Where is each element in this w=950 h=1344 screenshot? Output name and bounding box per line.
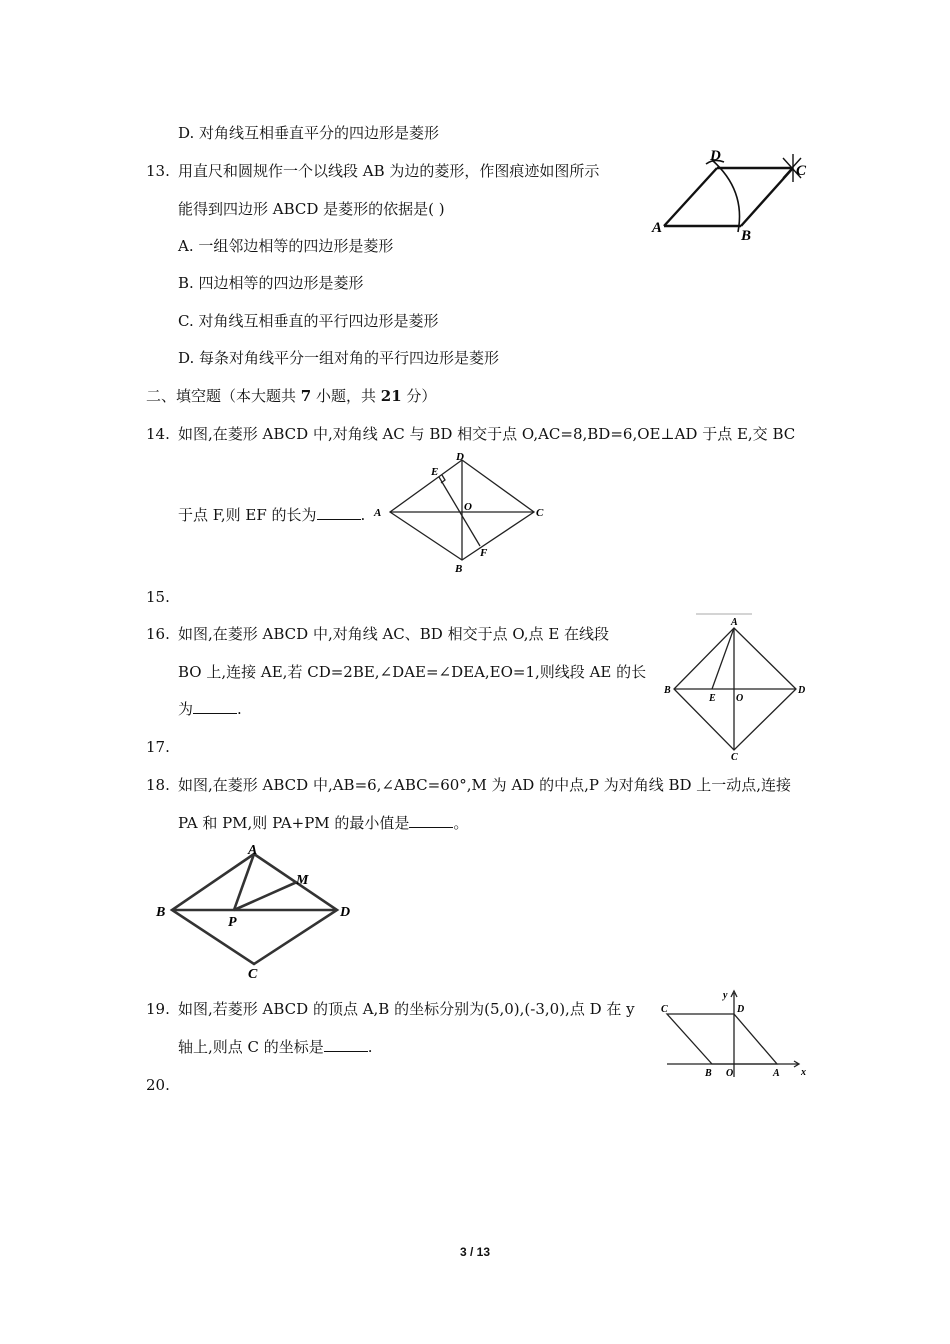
q16-label-a: A xyxy=(731,617,738,628)
q13-option-a: A. 一组邻边相等的四边形是菱形 xyxy=(178,237,394,255)
q19-label-o: O xyxy=(726,1068,734,1079)
q19-label-a: A xyxy=(773,1068,780,1079)
q13-label-a: A xyxy=(652,220,663,236)
q13-label-c: C xyxy=(796,163,807,179)
q13-number: 13. xyxy=(146,162,170,180)
q14-stem-line2: 于点 F,则 EF 的长为 . xyxy=(178,506,366,524)
q18-label-m: M xyxy=(296,873,309,888)
q19-number: 19. xyxy=(146,1000,170,1018)
q14-answer-blank xyxy=(317,505,361,520)
q14-label-c: C xyxy=(536,507,544,519)
q16-label-o: O xyxy=(736,693,744,704)
q14-number: 14. xyxy=(146,425,170,443)
q19-label-b: B xyxy=(705,1068,712,1079)
q13-option-c: C. 对角线互相垂直的平行四边形是菱形 xyxy=(178,312,439,330)
q16-rhombus-figure xyxy=(660,610,810,763)
q19-answer-blank xyxy=(324,1037,368,1052)
q18-stem-line2: PA 和 PM,则 PA+PM 的最小值是 。 xyxy=(178,814,469,832)
q13-option-d: D. 每条对角线平分一组对角的平行四边形是菱形 xyxy=(178,349,500,367)
q13-rhombus-figure xyxy=(650,148,815,243)
q14-stem-line1: 如图,在菱形 ABCD 中,对角线 AC 与 BD 相交于点 O,AC=8,BD=6,OE⊥AD 于点 E,交 BC xyxy=(178,425,796,443)
q16-stem-line1: 如图,在菱形 ABCD 中,对角线 AC、BD 相交于点 O,点 E 在线段 xyxy=(178,625,610,643)
q18-stem-line1: 如图,在菱形 ABCD 中,AB=6,∠ABC=60°,M 为 AD 的中点,P 为对角线 BD 上一动点,连接 xyxy=(178,776,792,794)
q12-option-d: D. 对角线互相垂直平分的四边形是菱形 xyxy=(178,124,440,142)
q18-label-a: A xyxy=(248,843,258,858)
q18-number: 18. xyxy=(146,776,170,794)
page-number: 3 / 13 xyxy=(459,1245,491,1259)
q19-label-c: C xyxy=(661,1004,668,1015)
q19-stem-line2: 轴上,则点 C 的坐标是 . xyxy=(178,1038,373,1056)
q19-stem-line1: 如图,若菱形 ABCD 的顶点 A,B 的坐标分别为(5,0),(-3,0),点 D 在 y xyxy=(178,1000,635,1018)
q16-label-d: D xyxy=(798,685,806,696)
q14-rhombus-figure xyxy=(372,450,552,575)
q16-number: 16. xyxy=(146,625,170,643)
q14-label-d: D xyxy=(456,451,464,463)
q19-label-d: D xyxy=(737,1004,745,1015)
q16-label-b: B xyxy=(664,685,671,696)
q18-label-b: B xyxy=(156,905,166,920)
q13-label-d: D xyxy=(710,148,721,164)
q13-option-b: B. 四边相等的四边形是菱形 xyxy=(178,274,364,292)
q16-stem-line3: 为 . xyxy=(178,700,242,718)
q16-label-e: E xyxy=(709,693,716,704)
q18-label-c: C xyxy=(248,967,258,982)
q19-label-x: x xyxy=(801,1067,806,1078)
q18-label-p: P xyxy=(228,915,237,930)
q19-label-y: y xyxy=(723,990,728,1001)
q17-number: 17. xyxy=(146,738,170,756)
q16-label-c: C xyxy=(731,752,738,763)
q18-answer-blank xyxy=(409,813,453,828)
q13-label-b: B xyxy=(741,228,752,244)
section-2-heading: 二、填空题（本大题共 7 小题，共 21 分） xyxy=(146,387,437,405)
q13-stem-line2: 能得到四边形 ABCD 是菱形的依据是( ) xyxy=(178,200,445,218)
q13-stem-line1: 用直尺和圆规作一个以线段 AB 为边的菱形，作图痕迹如图所示 xyxy=(178,162,600,180)
q18-rhombus-figure xyxy=(150,840,365,985)
q16-stem-line2: BO 上,连接 AE,若 CD=2BE,∠DAE=∠DEA,EO=1,则线段 AE 的长 xyxy=(178,663,647,681)
q18-label-d: D xyxy=(340,905,351,920)
q14-label-a: A xyxy=(374,507,382,519)
q14-label-e: E xyxy=(431,466,439,478)
q14-label-o: O xyxy=(464,501,472,513)
q19-coordinate-figure xyxy=(655,985,810,1080)
q15-number: 15. xyxy=(146,588,170,606)
q14-label-b: B xyxy=(455,563,463,575)
q20-number: 20. xyxy=(146,1076,170,1094)
q14-label-f: F xyxy=(480,547,488,559)
q16-answer-blank xyxy=(193,699,237,714)
